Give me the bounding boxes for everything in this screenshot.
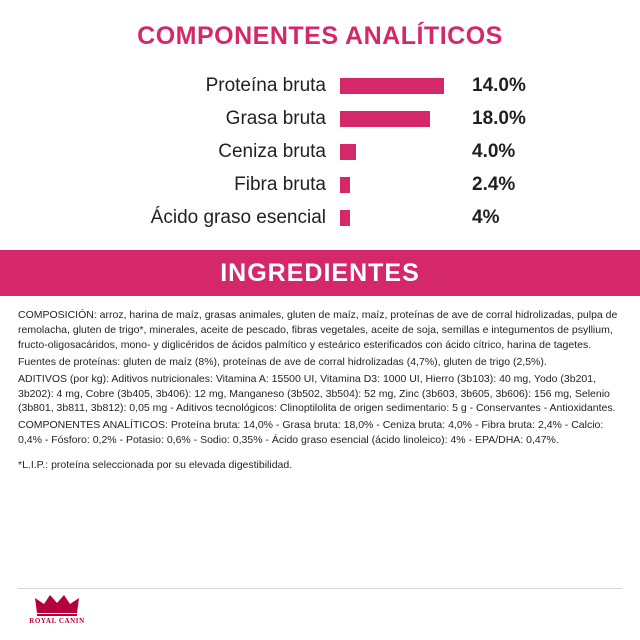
footer	[0, 588, 640, 640]
analytical-components-section	[0, 0, 640, 234]
composition-text-block	[0, 296, 640, 473]
nutrient-bar-cell	[340, 201, 460, 234]
page-title: COMPONENTES ANALÍTICOS	[137, 22, 503, 50]
nutrient-bar	[340, 210, 350, 226]
nutrient-value: 18.0%	[472, 107, 526, 129]
additives-paragraph: ADITIVOS (por kg): Aditivos nutricionales: Vitamina A: 15500 UI, Vitamina D3: 1000 UI, Hierro (3b103): 40 mg, Yodo (3b201, 3b202): 4 mg, Cobre (3b405, 3b406): 12 mg, Manganeso (3b502, 3b504): 52 mg, Zinc (3b603, 3b605, 3b606): 156 mg, Selenio (3b801, 3b811, 3b812): 0,05 mg - Aditivos tecnológicos: Clinoptilolita de origen sedimentario: 5 g - Conservantes - Antioxidantes.	[18, 372, 616, 415]
table-row	[60, 201, 580, 234]
nutrient-label: Fibra bruta	[234, 173, 326, 195]
crown-icon	[34, 594, 80, 616]
nutrient-value: 2.4%	[472, 173, 516, 195]
nutrient-bar	[340, 177, 350, 193]
nutrient-bar	[340, 111, 430, 127]
protein-sources-paragraph: Fuentes de proteínas: gluten de maíz (8%), proteínas de ave de corral hidrolizadas (4,7%), gluten de trigo (2,5%).	[18, 355, 547, 368]
footer-divider	[18, 588, 622, 589]
nutrient-bar	[340, 144, 356, 160]
ingredients-banner-label: INGREDIENTES	[220, 258, 420, 287]
nutrient-bar-cell	[340, 135, 460, 168]
nutrient-bar-cell	[340, 168, 460, 201]
nutrient-bar-cell	[340, 102, 460, 135]
table-row	[60, 135, 580, 168]
table-row	[60, 102, 580, 135]
nutrient-label: Proteína bruta	[205, 74, 326, 96]
nutrient-bar-cell	[340, 69, 460, 102]
lip-footnote: *L.I.P.: proteína seleccionada por su elevada digestibilidad.	[18, 459, 293, 472]
logo-wordmark: ROYAL CANIN	[29, 617, 85, 625]
composition-paragraph: COMPOSICIÓN: arroz, harina de maíz, grasas animales, gluten de maíz, maíz, proteínas de ave de corral hidrolizadas, pulpa de remolacha, gluten de trigo*, minerales, aceite de pescado, fibras vegetales, aceite de soja, semillas e integumentos de psyllium, fructo-oligosacáridos, mono- y diglicéridos de ácidos palmítico y esteárico esterificados con ácido cítrico, harina de tagetes.	[18, 309, 618, 351]
nutrient-label: Ácido graso esencial	[150, 206, 326, 228]
table-row	[60, 69, 580, 102]
royal-canin-logo	[18, 594, 96, 636]
nutrient-value: 14.0%	[472, 74, 526, 96]
nutrient-value: 4%	[472, 206, 500, 228]
nutrient-label: Grasa bruta	[225, 107, 326, 129]
table-row	[60, 168, 580, 201]
nutrient-label: Ceniza bruta	[218, 140, 326, 162]
nutrient-value: 4.0%	[472, 140, 516, 162]
analytical-components-paragraph: COMPONENTES ANALÍTICOS: Proteína bruta: 14,0% - Grasa bruta: 18,0% - Ceniza bruta: 4,0% - Fibra bruta: 2,4% - Calcio: 0,4% - Fósforo: 0,2% - Potasio: 0,6% - Sodio: 0,35% - Ácido graso esencial (ácido linoleico): 4% - EPA/DHA: 0,47%.	[18, 419, 604, 447]
nutrient-table	[60, 69, 580, 234]
ingredients-banner	[0, 250, 640, 296]
nutrient-bar	[340, 78, 444, 94]
